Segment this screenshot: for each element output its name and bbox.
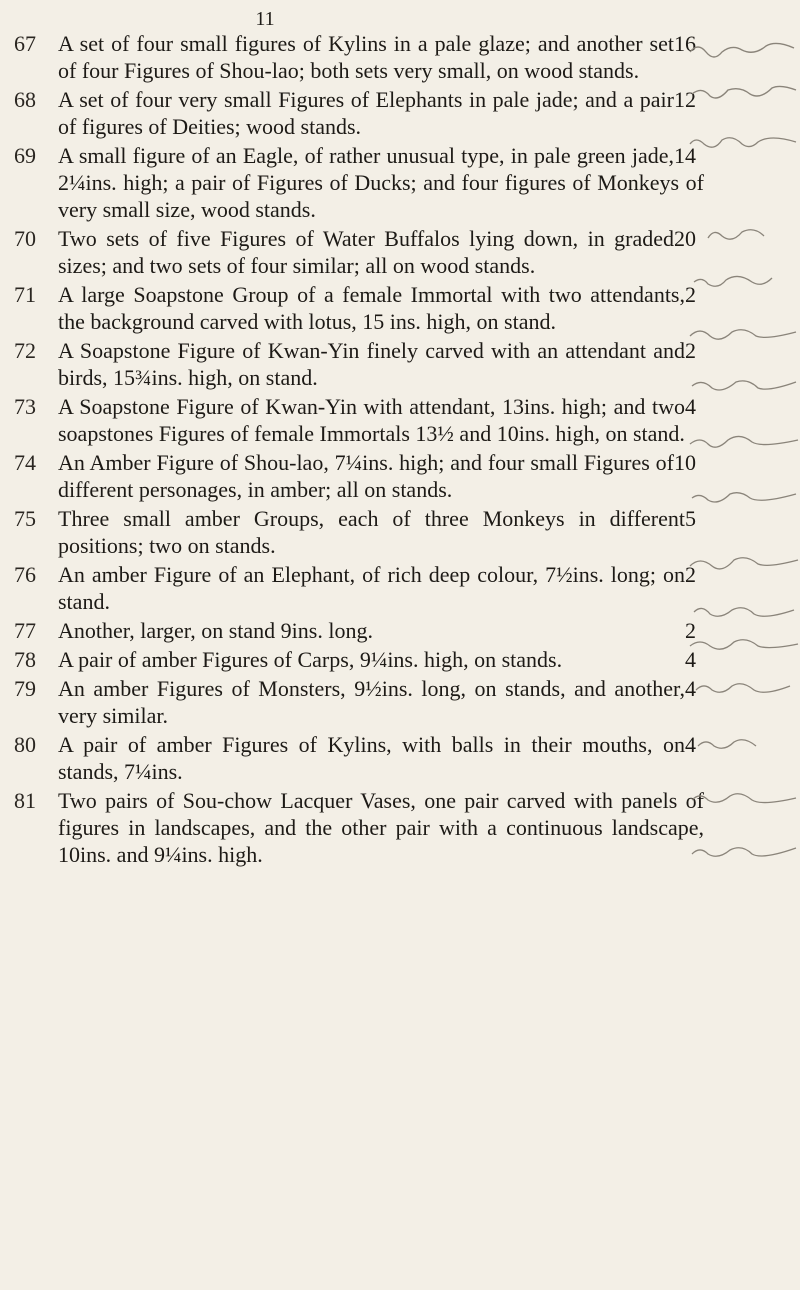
- handwritten-note: [688, 786, 800, 810]
- lot-number: 75: [14, 506, 36, 531]
- lot-description: A Soapstone Figure of Kwan-Yin with attendant, 13ins. high; and two soapstones Figures of female Immortals 13½ and 10ins. high, on stand.: [58, 394, 685, 446]
- handwritten-note: [688, 222, 800, 246]
- catalogue-list: [14, 30, 704, 870]
- lot-description: A pair of amber Figures of Carps, 9¼ins. high, on stands.: [58, 647, 563, 672]
- lot-description: An Amber Figure of Shou-lao, 7¼ins. high; and four small Figures of different personages, in amber; all on stands.: [58, 450, 674, 502]
- lot-number: 78: [14, 647, 36, 672]
- handwritten-note: [688, 36, 800, 60]
- lot-entry: [14, 30, 704, 84]
- lot-number: 79: [14, 676, 36, 701]
- lot-number: 74: [14, 450, 36, 475]
- lot-description: Another, larger, on stand 9ins. long.: [58, 618, 373, 643]
- handwritten-note: [688, 632, 800, 656]
- lot-quantity: 16: [674, 31, 696, 56]
- lot-number: 80: [14, 732, 36, 757]
- lot-entry: [14, 449, 704, 503]
- handwritten-note: [688, 600, 800, 624]
- lot-quantity: 12: [674, 87, 696, 112]
- handwritten-note: [688, 80, 800, 104]
- lot-quantity: 4: [685, 647, 696, 672]
- handwritten-note: [688, 322, 800, 346]
- lot-quantity: 4: [685, 394, 696, 419]
- lot-description: Two pairs of Sou-chow Lacquer Vases, one pair carved with panels of figures in landscapes, and the other pair with a continuous landscape, 10ins. and 9¼ins. high.: [58, 788, 704, 867]
- lot-quantity: 2: [685, 282, 696, 307]
- lot-entry: [14, 617, 704, 644]
- lot-description: Three small amber Groups, each of three Monkeys in different positions; two on stands.: [58, 506, 685, 558]
- lot-description: A large Soapstone Group of a female Immortal with two attendants, the background carved with lotus, 15 ins. high, on stand.: [58, 282, 685, 334]
- lot-entry: [14, 646, 704, 673]
- lot-number: 72: [14, 338, 36, 363]
- lot-quantity: 2: [685, 338, 696, 363]
- lot-entry: [14, 281, 704, 335]
- lot-description: A Soapstone Figure of Kwan-Yin finely carved with an attendant and birds, 15¾ins. high, on stand.: [58, 338, 685, 390]
- lot-entry: [14, 393, 704, 447]
- lot-entry: [14, 86, 704, 140]
- lot-quantity: 14: [674, 143, 696, 168]
- lot-quantity: 4: [685, 732, 696, 757]
- handwritten-note: [688, 430, 800, 454]
- lot-quantity: 5: [685, 506, 696, 531]
- handwritten-note: [688, 840, 800, 864]
- lot-number: 81: [14, 788, 36, 813]
- lot-description: An amber Figures of Monsters, 9½ins. long, on stands, and another, very similar.: [58, 676, 685, 728]
- lot-entry: [14, 505, 704, 559]
- lot-number: 67: [14, 31, 36, 56]
- handwritten-note: [688, 374, 800, 398]
- handwritten-note: [688, 484, 800, 508]
- page-number: 11: [255, 8, 275, 30]
- lot-quantity: 2: [685, 562, 696, 587]
- lot-quantity: 2: [685, 618, 696, 643]
- lot-description: A pair of amber Figures of Kylins, with balls in their mouths, on stands, 7¼ins.: [58, 732, 685, 784]
- lot-entry: [14, 675, 704, 729]
- lot-entry: [14, 142, 704, 223]
- margin-annotations: [688, 30, 800, 1270]
- lot-description: An amber Figure of an Elephant, of rich deep colour, 7½ins. long; on stand.: [58, 562, 685, 614]
- lot-number: 69: [14, 143, 36, 168]
- lot-number: 73: [14, 394, 36, 419]
- lot-number: 71: [14, 282, 36, 307]
- lot-entry: [14, 561, 704, 615]
- lot-entry: [14, 337, 704, 391]
- handwritten-note: [688, 732, 800, 756]
- handwritten-note: [688, 268, 800, 292]
- lot-quantity: 4: [685, 676, 696, 701]
- lot-description: A set of four small figures of Kylins in a pale glaze; and another set of four Figures of Shou-lao; both sets very small, on wood stands.: [58, 31, 674, 83]
- lot-quantity: 10: [674, 450, 696, 475]
- lot-number: 68: [14, 87, 36, 112]
- lot-entry: [14, 225, 704, 279]
- handwritten-note: [688, 550, 800, 574]
- lot-number: 76: [14, 562, 36, 587]
- lot-number: 77: [14, 618, 36, 643]
- lot-entry: [14, 787, 704, 868]
- handwritten-note: [688, 132, 800, 156]
- lot-description: A small figure of an Eagle, of rather unusual type, in pale green jade, 2¼ins. high; a pair of Figures of Ducks; and four figures of Monkeys of very small size, wood stands.: [58, 143, 704, 222]
- handwritten-note: [688, 676, 800, 700]
- lot-number: 70: [14, 226, 36, 251]
- lot-quantity: 20: [674, 226, 696, 251]
- lot-description: Two sets of five Figures of Water Buffalos lying down, in graded sizes; and two sets of four similar; all on wood stands.: [58, 226, 674, 278]
- lot-description: A set of four very small Figures of Elephants in pale jade; and a pair of figures of Deities; wood stands.: [58, 87, 674, 139]
- lot-entry: [14, 731, 704, 785]
